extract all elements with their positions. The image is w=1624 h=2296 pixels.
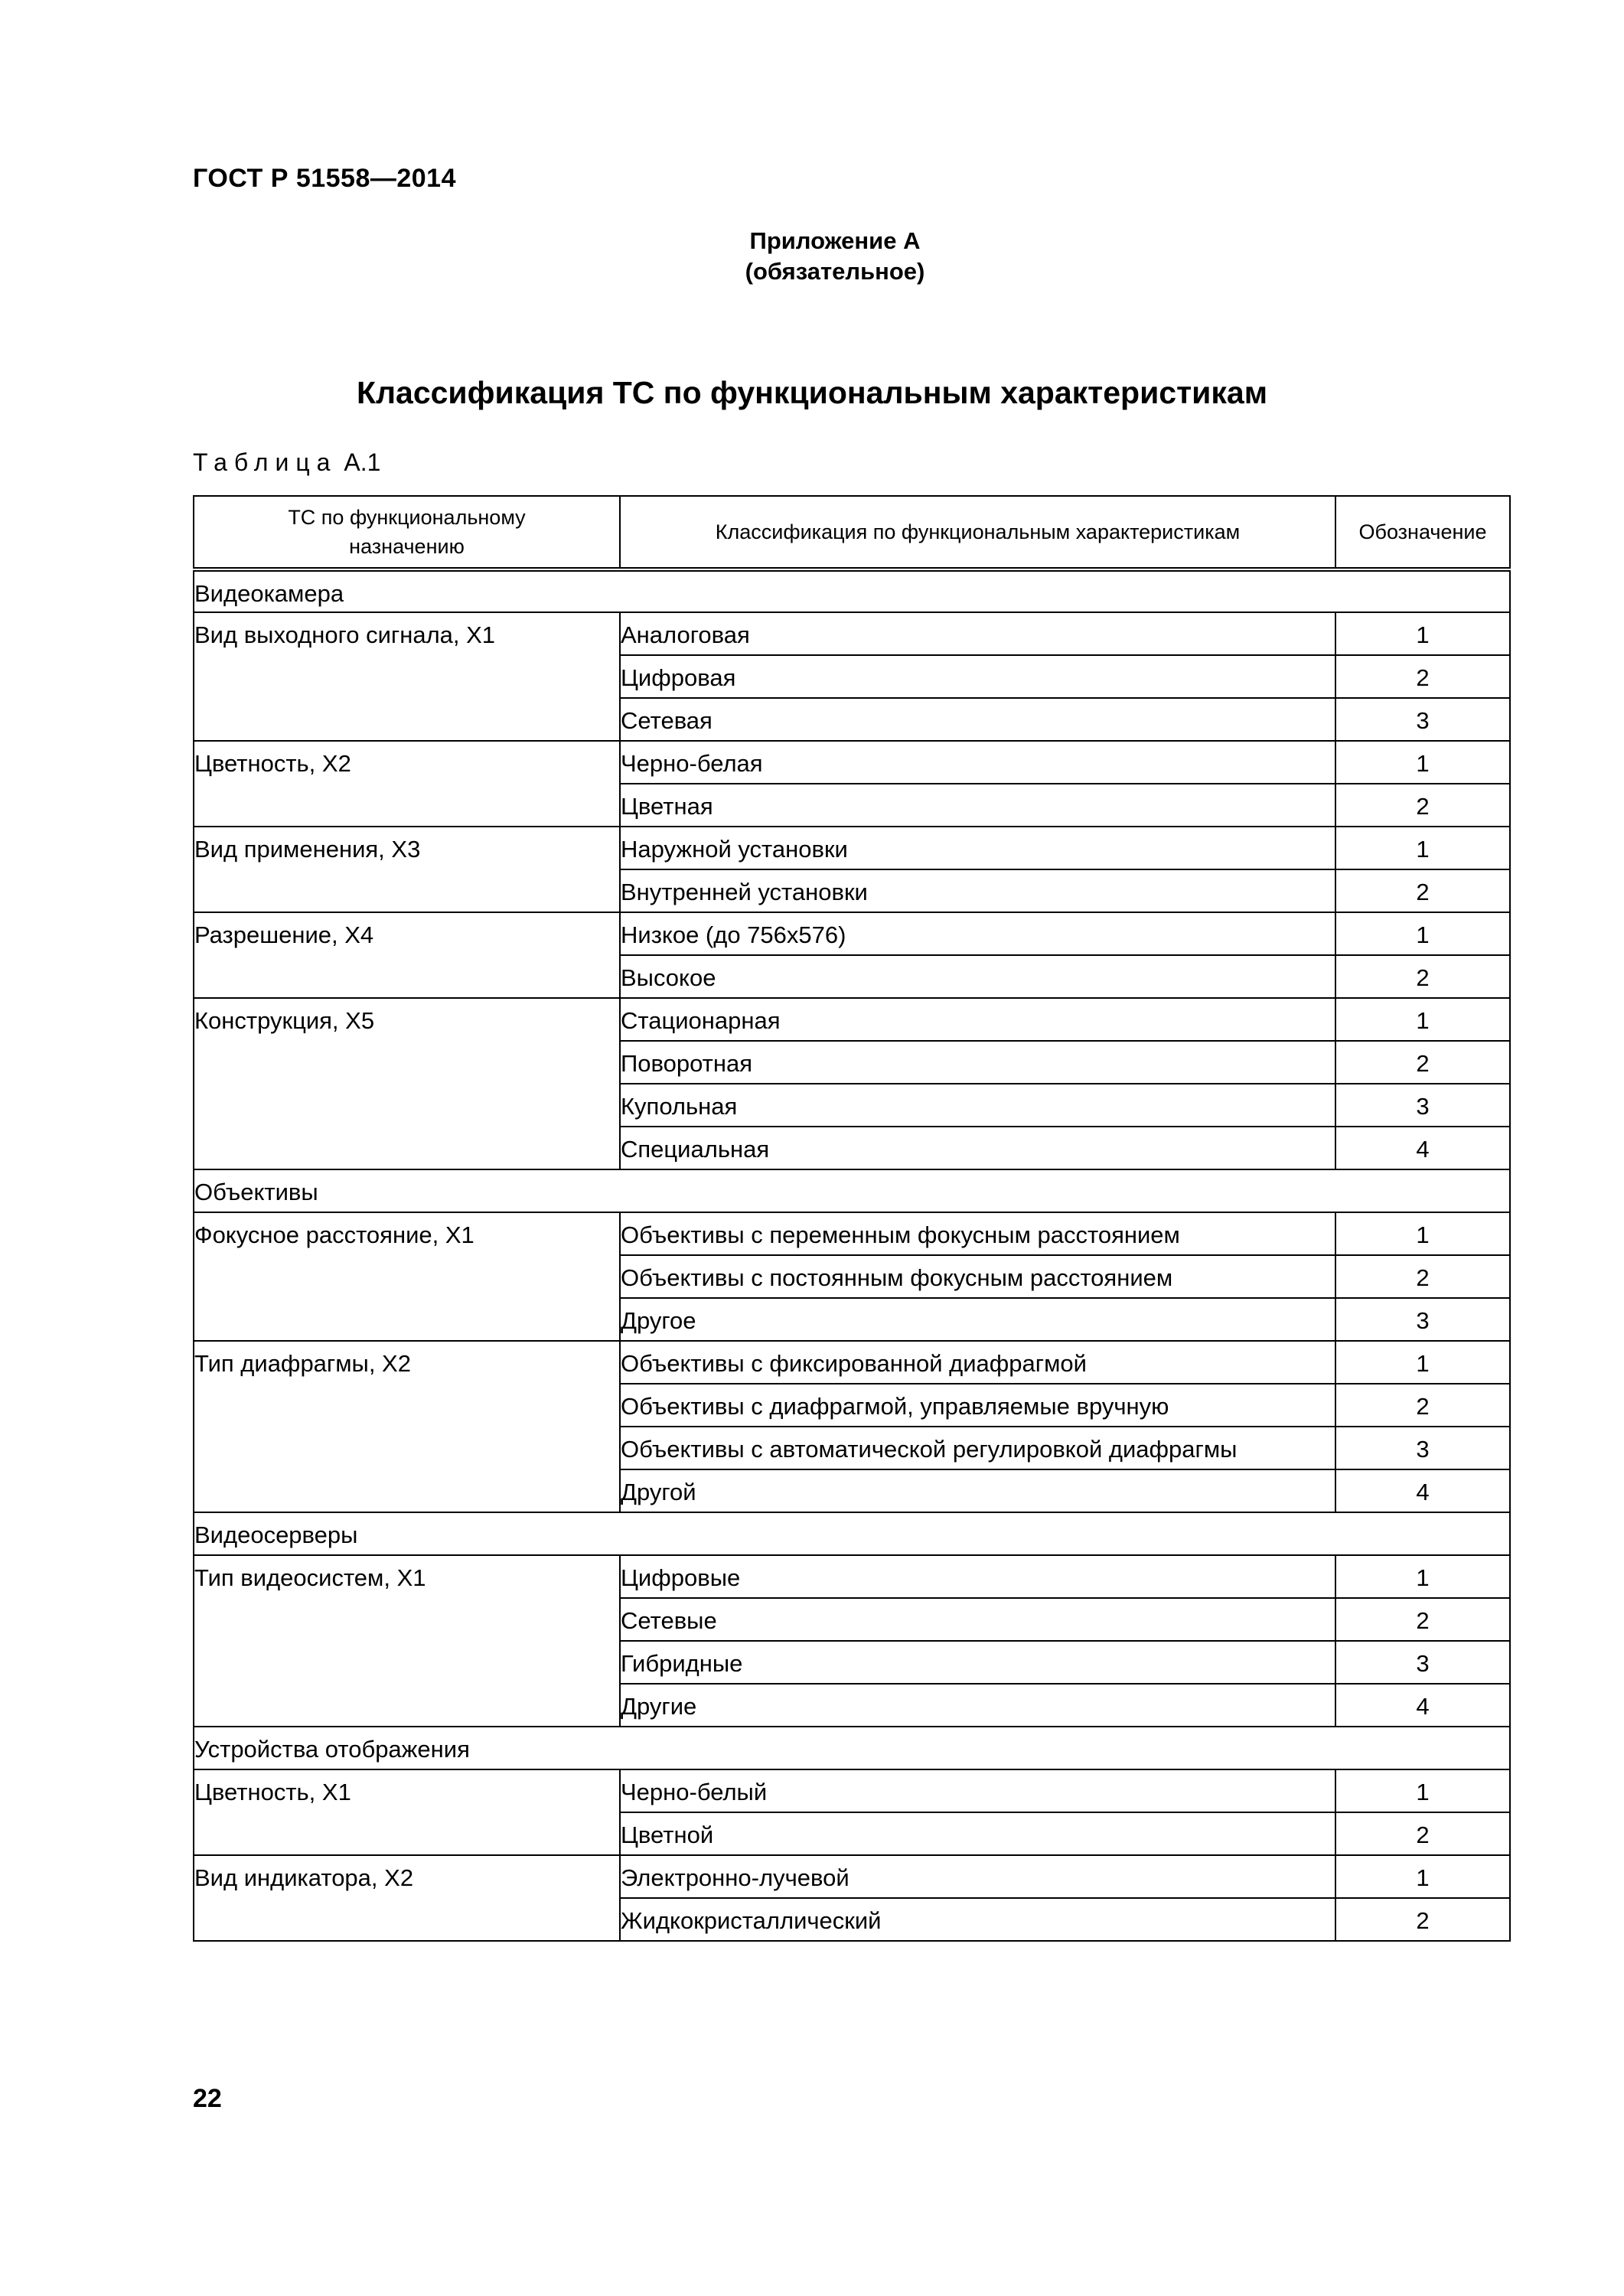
parameter-cell: Тип диафрагмы, Х2 xyxy=(194,1341,620,1512)
designation-cell: 2 xyxy=(1335,1041,1510,1084)
classification-cell: Объективы с диафрагмой, управляемые вручную xyxy=(620,1384,1335,1427)
table-row xyxy=(194,1769,1510,1812)
appendix-heading xyxy=(0,226,1624,287)
designation-cell: 3 xyxy=(1335,1427,1510,1469)
table-caption-number: А.1 xyxy=(344,448,381,476)
classification-cell: Черно-белая xyxy=(620,741,1335,784)
classification-cell: Жидкокристаллический xyxy=(620,1898,1335,1941)
classification-cell: Наружной установки xyxy=(620,827,1335,869)
column-header-function: ТС по функциональному назначению xyxy=(194,496,620,569)
classification-cell: Цифровая xyxy=(620,655,1335,698)
table-caption xyxy=(193,448,380,477)
classification-cell: Стационарная xyxy=(620,998,1335,1041)
designation-cell: 1 xyxy=(1335,1855,1510,1898)
designation-cell: 1 xyxy=(1335,912,1510,955)
designation-cell: 3 xyxy=(1335,1298,1510,1341)
group-heading: Видеокамера xyxy=(194,569,1510,612)
table-row xyxy=(194,912,1510,955)
table-group-row xyxy=(194,1727,1510,1769)
designation-cell: 4 xyxy=(1335,1127,1510,1169)
classification-cell: Объективы с переменным фокусным расстоянием xyxy=(620,1212,1335,1255)
page-title: Классификация ТС по функциональным характеристикам xyxy=(356,375,1268,410)
table-row xyxy=(194,612,1510,655)
table-group-row xyxy=(194,1169,1510,1212)
designation-cell: 2 xyxy=(1335,1812,1510,1855)
appendix-note: (обязательное) xyxy=(745,258,925,285)
designation-cell: 1 xyxy=(1335,612,1510,655)
group-heading: Устройства отображения xyxy=(194,1727,1510,1769)
classification-cell: Аналоговая xyxy=(620,612,1335,655)
parameter-cell: Тип видеосистем, Х1 xyxy=(194,1555,620,1727)
group-heading: Объективы xyxy=(194,1169,1510,1212)
table-body xyxy=(194,569,1510,1941)
table-row xyxy=(194,1212,1510,1255)
column-header-classification: Классификация по функциональным характеристикам xyxy=(620,496,1335,569)
designation-cell: 4 xyxy=(1335,1469,1510,1512)
table-row xyxy=(194,1341,1510,1384)
designation-cell: 3 xyxy=(1335,1084,1510,1127)
designation-cell: 1 xyxy=(1335,1212,1510,1255)
classification-cell: Гибридные xyxy=(620,1641,1335,1684)
page-number: 22 xyxy=(193,2084,222,2113)
classification-cell: Цветной xyxy=(620,1812,1335,1855)
designation-cell: 1 xyxy=(1335,741,1510,784)
table-group-row xyxy=(194,569,1510,612)
designation-cell: 2 xyxy=(1335,784,1510,827)
document-number: ГОСТ Р 51558—2014 xyxy=(193,164,457,193)
group-heading: Видеосерверы xyxy=(194,1512,1510,1555)
classification-cell: Поворотная xyxy=(620,1041,1335,1084)
table-row xyxy=(194,1555,1510,1598)
designation-cell: 2 xyxy=(1335,1898,1510,1941)
parameter-cell: Фокусное расстояние, Х1 xyxy=(194,1212,620,1341)
column-header-designation: Обозначение xyxy=(1335,496,1510,569)
classification-cell: Купольная xyxy=(620,1084,1335,1127)
designation-cell: 3 xyxy=(1335,698,1510,741)
parameter-cell: Вид выходного сигнала, Х1 xyxy=(194,612,620,741)
parameter-cell: Цветность, Х2 xyxy=(194,741,620,827)
classification-cell: Объективы с автоматической регулировкой диафрагмы xyxy=(620,1427,1335,1469)
classification-cell: Высокое xyxy=(620,955,1335,998)
designation-cell: 1 xyxy=(1335,827,1510,869)
table-caption-label: Таблица xyxy=(193,448,338,476)
appendix-title: Приложение А xyxy=(749,227,921,254)
designation-cell: 1 xyxy=(1335,998,1510,1041)
parameter-cell: Цветность, Х1 xyxy=(194,1769,620,1855)
parameter-cell: Вид индикатора, Х2 xyxy=(194,1855,620,1941)
designation-cell: 2 xyxy=(1335,955,1510,998)
table-group-row xyxy=(194,1512,1510,1555)
classification-cell: Другой xyxy=(620,1469,1335,1512)
designation-cell: 2 xyxy=(1335,1384,1510,1427)
classification-cell: Сетевая xyxy=(620,698,1335,741)
parameter-cell: Вид применения, Х3 xyxy=(194,827,620,912)
classification-cell: Цифровые xyxy=(620,1555,1335,1598)
designation-cell: 1 xyxy=(1335,1769,1510,1812)
classification-cell: Цветная xyxy=(620,784,1335,827)
parameter-cell: Конструкция, Х5 xyxy=(194,998,620,1169)
classification-cell: Специальная xyxy=(620,1127,1335,1169)
classification-cell: Другое xyxy=(620,1298,1335,1341)
designation-cell: 2 xyxy=(1335,869,1510,912)
table-header-row xyxy=(194,496,1510,569)
designation-cell: 1 xyxy=(1335,1555,1510,1598)
designation-cell: 1 xyxy=(1335,1341,1510,1384)
classification-cell: Сетевые xyxy=(620,1598,1335,1641)
parameter-cell: Разрешение, Х4 xyxy=(194,912,620,998)
classification-cell: Внутренней установки xyxy=(620,869,1335,912)
classification-cell: Черно-белый xyxy=(620,1769,1335,1812)
table-row xyxy=(194,1855,1510,1898)
designation-cell: 4 xyxy=(1335,1684,1510,1727)
classification-cell: Объективы с постоянным фокусным расстоянием xyxy=(620,1255,1335,1298)
classification-cell: Объективы с фиксированной диафрагмой xyxy=(620,1341,1335,1384)
table-row xyxy=(194,998,1510,1041)
designation-cell: 3 xyxy=(1335,1641,1510,1684)
table-row xyxy=(194,741,1510,784)
designation-cell: 2 xyxy=(1335,655,1510,698)
table-row xyxy=(194,827,1510,869)
classification-cell: Низкое (до 756x576) xyxy=(620,912,1335,955)
designation-cell: 2 xyxy=(1335,1255,1510,1298)
classification-cell: Электронно-лучевой xyxy=(620,1855,1335,1898)
classification-table xyxy=(193,495,1511,1942)
classification-cell: Другие xyxy=(620,1684,1335,1727)
designation-cell: 2 xyxy=(1335,1598,1510,1641)
